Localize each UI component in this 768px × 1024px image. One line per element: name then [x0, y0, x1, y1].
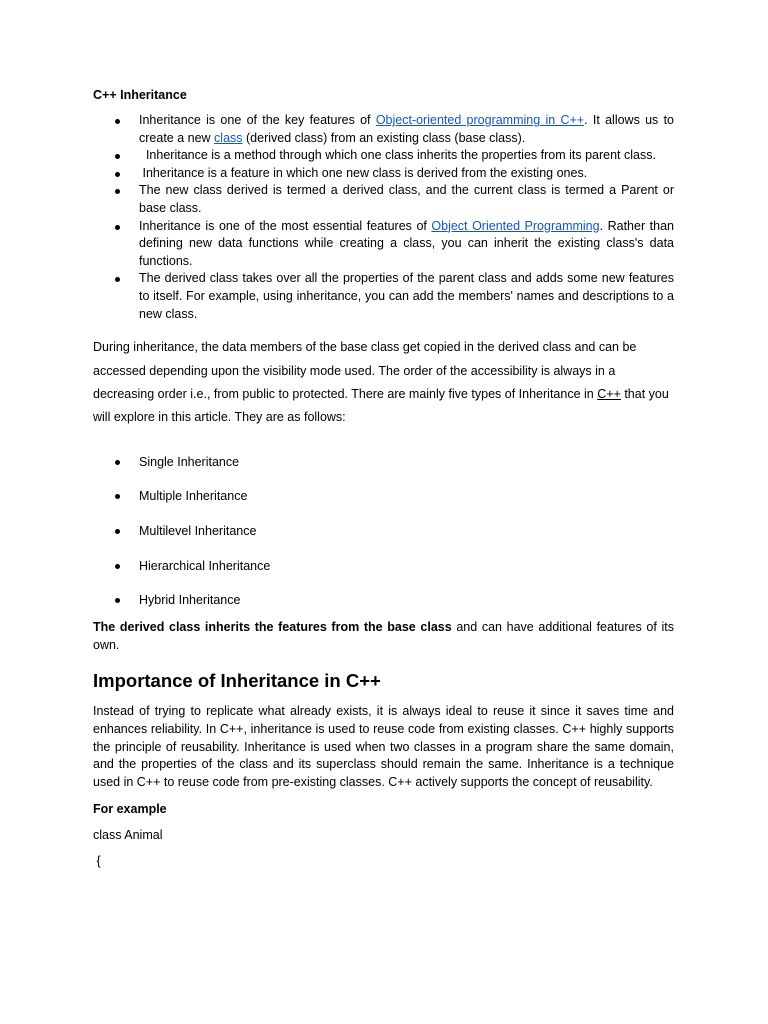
bullet-icon [115, 119, 120, 124]
list-item: Inheritance is one of the key features of Object-oriented programming in C++. It allows us to create a new class (derived class) from an existing class (base class). [93, 112, 674, 147]
oop-link[interactable]: Object Oriented Programming [431, 218, 600, 233]
cpp-underlined-text: C++ [597, 386, 621, 401]
list-item: Inheritance is a feature in which one new class is derived from the existing ones. [93, 165, 674, 183]
code-line: class Animal [93, 828, 163, 843]
list-item: The new class derived is termed a derived class, and the current class is termed a Parent or base class. [93, 182, 674, 217]
list-item: Hybrid Inheritance [93, 591, 674, 613]
list-item: Multilevel Inheritance [93, 522, 674, 557]
intro-bullet-list [93, 112, 674, 323]
bullet-icon [115, 225, 120, 230]
bullet-icon [115, 494, 120, 499]
bullet-icon [115, 277, 120, 282]
bullet-icon [115, 564, 120, 569]
bullet-icon [115, 598, 120, 603]
list-item: The derived class takes over all the properties of the parent class and adds some new features to itself. For example, using inheritance, you can add the members' names and descriptions to a new class. [93, 270, 674, 323]
derived-class-note: The derived class inherits the features from the base class and can have additional features of its own. [93, 620, 674, 652]
bullet-icon [115, 154, 120, 159]
bullet-icon [115, 189, 120, 194]
class-link[interactable]: class [214, 130, 243, 145]
bullet-icon [115, 529, 120, 534]
list-item: Inheritance is one of the most essential features of Object Oriented Programming. Rather than defining new data functions while creating a class, you can inherit the existing class's data functions. [93, 218, 674, 271]
document-page [93, 86, 674, 870]
list-item: Hierarchical Inheritance [93, 557, 674, 592]
oop-cpp-link[interactable]: Object-oriented programming in C++ [375, 113, 585, 127]
inheritance-paragraph: During inheritance, the data members of the base class get copied in the derived class and can be accessed depending upon the visibility mode used. The order of the accessibility is always in a decreasing order i.e., from public to protected. There are mainly five types of Inheritance in C++ that you will explore in this article. They are as follows: [93, 340, 669, 425]
list-item: Inheritance is a method through which one class inherits the properties from its parent class. [93, 147, 674, 165]
list-item: Multiple Inheritance [93, 487, 674, 522]
list-item: Single Inheritance [93, 453, 674, 488]
for-example-label: For example [93, 802, 167, 817]
inheritance-types-list [93, 453, 674, 613]
importance-paragraph: Instead of trying to replicate what already exists, it is always ideal to reuse it since it saves time and enhances reliability. In C++, inheritance is used to reuse code from existing classes. C++ highly supports the principle of reusability. Inheritance is used when two classes in a program share the same domain, and the properties of the class and its superclass should remain the same. Inheritance is a technique used in C++ to reuse code from pre-existing classes. C++ actively supports the concept of reusability. [93, 704, 674, 789]
code-line: { [93, 854, 101, 869]
importance-heading: Importance of Inheritance in C++ [93, 670, 381, 692]
bullet-icon [115, 460, 120, 465]
document-title: C++ Inheritance [93, 88, 187, 102]
bullet-icon [115, 172, 120, 177]
